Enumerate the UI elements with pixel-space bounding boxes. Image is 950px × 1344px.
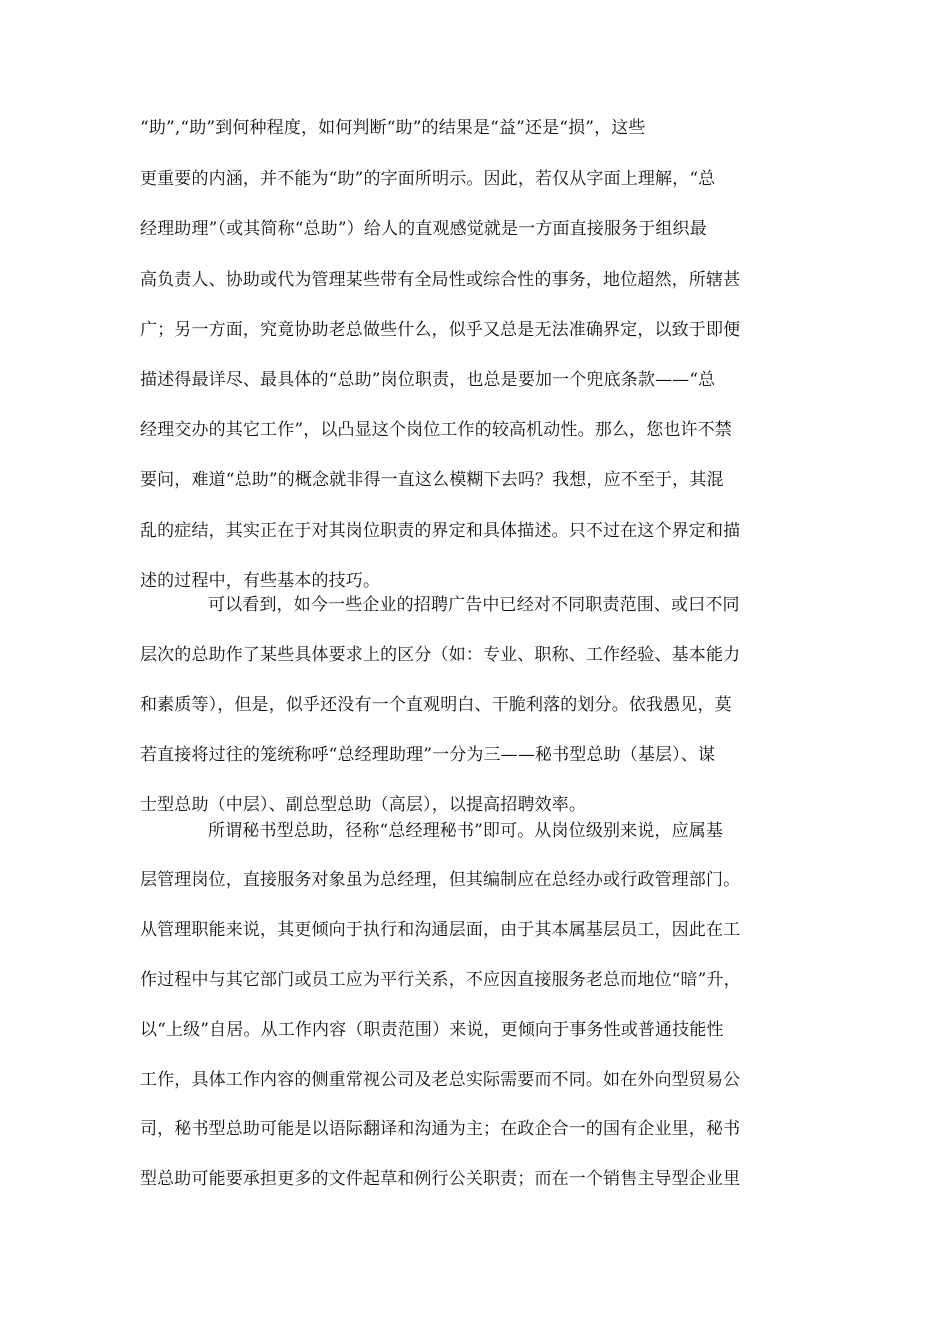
text-line: 工作，具体工作内容的侧重常视公司及老总实际需要而不同。如在外向型贸易公 xyxy=(140,1070,741,1090)
text-line: 乱的症结，其实正在于对其岗位职责的界定和具体描述。只不过在这个界定和描 xyxy=(140,521,741,541)
text-line: 若直接将过往的笼统称呼“总经理助理”一分为三——秘书型总助（基层）、谋 xyxy=(140,745,716,765)
text-line: 以“上级”自居。从工作内容（职责范围）来说，更倾向于事务性或普通技能性 xyxy=(140,1020,724,1040)
text-line: 述的过程中，有些基本的技巧。 xyxy=(140,571,381,591)
text-line: 从管理职能来说，其更倾向于执行和沟通层面，由于其本属基层员工，因此在工 xyxy=(140,920,741,940)
text-line: 司，秘书型总助可能是以语际翻译和沟通为主；在政企合一的国有企业里，秘书 xyxy=(140,1119,741,1139)
text-line: 经理助理”（或其简称“总助”）给人的直观感觉就是一方面直接服务于组织最 xyxy=(140,219,707,239)
text-line: 士型总助（中层）、副总型总助（高层），以提高招聘效率。 xyxy=(140,795,587,815)
text-line: 层次的总助作了某些具体要求上的区分（如：专业、职称、工作经验、基本能力 xyxy=(140,645,741,665)
paragraph-first-line: 所谓秘书型总助，径称“总经理秘书”即可。从岗位级别来说，应属基 xyxy=(208,821,724,841)
text-line: 经理交办的其它工作”，以凸显这个岗位工作的较高机动性。那么，您也许不禁 xyxy=(140,420,732,440)
text-line: 广；另一方面，究竟协助老总做些什么，似乎又总是无法准确界定，以致于即便 xyxy=(140,320,741,340)
text-line: 更重要的内涵，并不能为“助”的字面所明示。因此，若仅从字面上理解，“总 xyxy=(140,169,716,189)
text-line: 作过程中与其它部门或员工应为平行关系，不应因直接服务老总而地位“暗”升， xyxy=(140,970,741,990)
text-line: 层管理岗位，直接服务对象虽为总经理，但其编制应在总经办或行政管理部门。 xyxy=(140,870,741,890)
text-line: 型总助可能要承担更多的文件起草和例行公关职责；而在一个销售主导型企业里 xyxy=(140,1169,741,1189)
paragraph-first-line: 可以看到，如今一些企业的招聘广告中已经对不同职责范围、或曰不同 xyxy=(208,595,740,615)
text-line: 和素质等），但是，似乎还没有一个直观明白、干脆利落的划分。依我愚见，莫 xyxy=(140,695,732,715)
text-line: 要问，难道“总助”的概念就非得一直这么模糊下去吗？我想，应不至于，其混 xyxy=(140,470,724,490)
text-line: 描述得最详尽、最具体的“总助”岗位职责，也总是要加一个兜底条款——“总 xyxy=(140,370,716,390)
text-line: 高负责人、协助或代为管理某些带有全局性或综合性的事务，地位超然，所辖甚 xyxy=(140,270,741,290)
text-line: “助”,“助”到何种程度，如何判断“助”的结果是“益”还是“损”，这些 xyxy=(140,118,646,138)
